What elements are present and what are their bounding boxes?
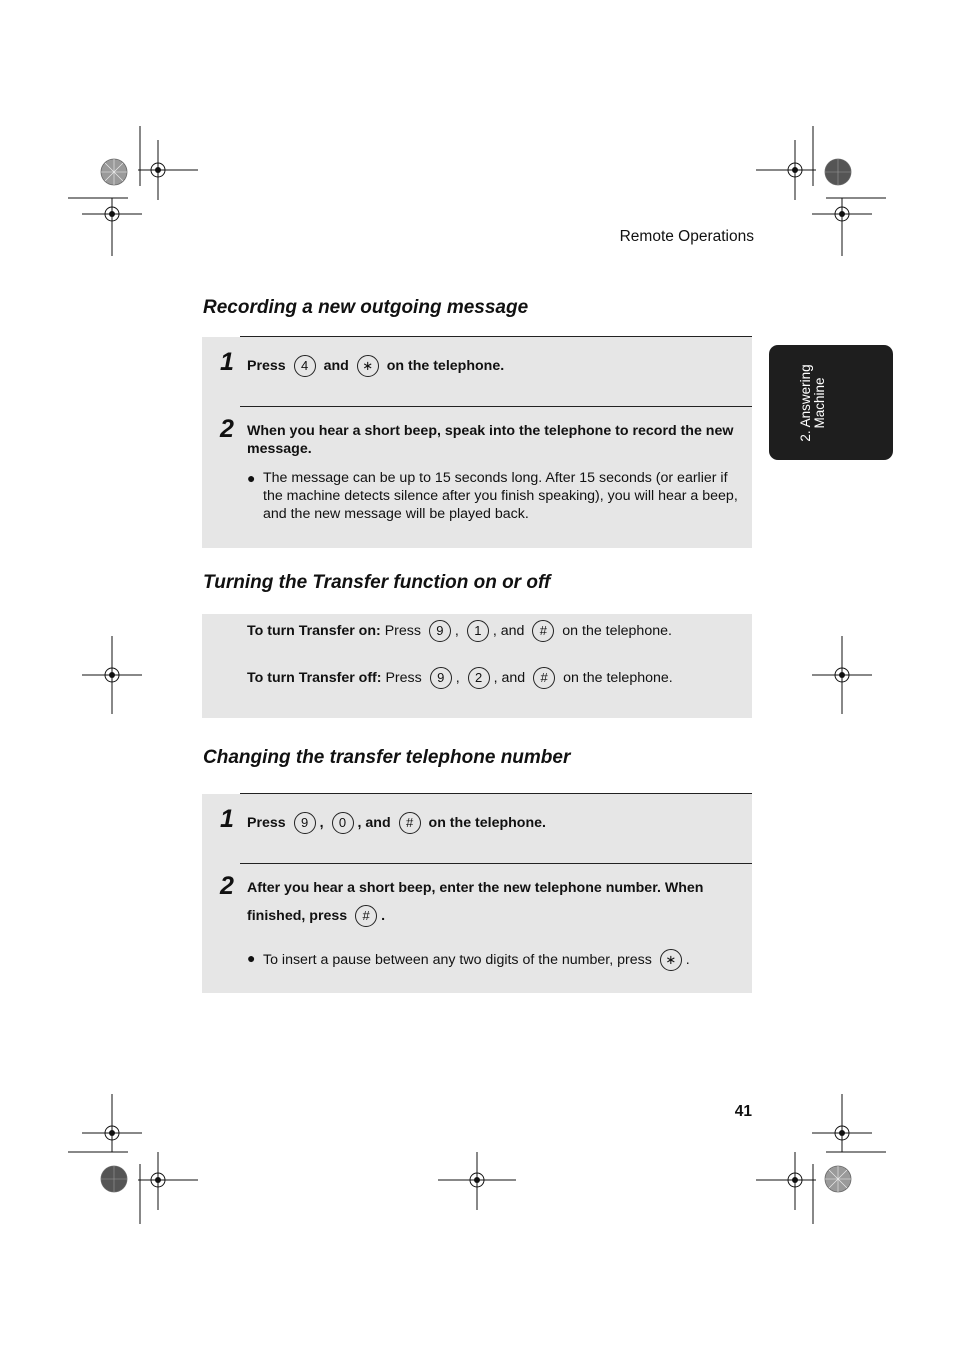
step-number: 2 — [220, 872, 234, 900]
section-heading-recording: Recording a new outgoing message — [203, 297, 529, 318]
section-heading-change-number: Changing the transfer telephone number — [203, 747, 571, 768]
key-9-icon: 9 — [429, 620, 451, 642]
bullet-icon: ● — [247, 950, 256, 966]
key-star-icon: ∗ — [357, 355, 379, 377]
key-hash-icon: # — [399, 812, 421, 834]
transfer-off-instruction: To turn Transfer off: Press 9 , 2 , and # on the telephone. — [247, 667, 673, 689]
running-header: Remote Operations — [619, 228, 754, 245]
chapter-tab-label: 2. Answering Machine — [798, 363, 827, 442]
section-heading-transfer: Turning the Transfer function on or off — [203, 572, 551, 593]
step-2-note: The message can be up to 15 seconds long. After 15 seconds (or earlier if the machine detects silence after you finish speaking), you will hear a beep, and the new message will be played back. — [263, 470, 738, 522]
key-9-icon: 9 — [294, 812, 316, 834]
step-number: 1 — [220, 348, 234, 376]
divider — [240, 336, 752, 337]
key-4-icon: 4 — [294, 355, 316, 377]
step-2-instruction-line1: After you hear a short beep, enter the new telephone number. When — [247, 880, 704, 896]
key-0-icon: 0 — [332, 812, 354, 834]
step-number: 2 — [220, 415, 234, 443]
step-2-note: To insert a pause between any two digits of the number, press ∗ . — [263, 949, 690, 971]
key-hash-icon: # — [532, 620, 554, 642]
step-number: 1 — [220, 805, 234, 833]
divider — [240, 793, 752, 794]
step-1-instruction: Press 9 , 0 , and # on the telephone. — [247, 812, 546, 834]
key-hash-icon: # — [355, 905, 377, 927]
chapter-tab — [769, 345, 893, 460]
page-number: 41 — [734, 1103, 752, 1120]
divider — [240, 863, 752, 864]
key-1-icon: 1 — [467, 620, 489, 642]
key-hash-icon: # — [533, 667, 555, 689]
step-1-instruction: Press 4 and ∗ on the telephone. — [247, 355, 504, 377]
divider — [240, 406, 752, 407]
key-star-icon: ∗ — [660, 949, 682, 971]
step-2-instruction: When you hear a short beep, speak into the telephone to record the new message. — [247, 423, 734, 457]
key-2-icon: 2 — [468, 667, 490, 689]
transfer-on-instruction: To turn Transfer on: Press 9 , 1 , and # on the telephone. — [247, 620, 672, 642]
key-9-icon: 9 — [430, 667, 452, 689]
step-2-instruction-line2: finished, press # . — [247, 905, 385, 927]
bullet-icon: ● — [247, 470, 256, 486]
